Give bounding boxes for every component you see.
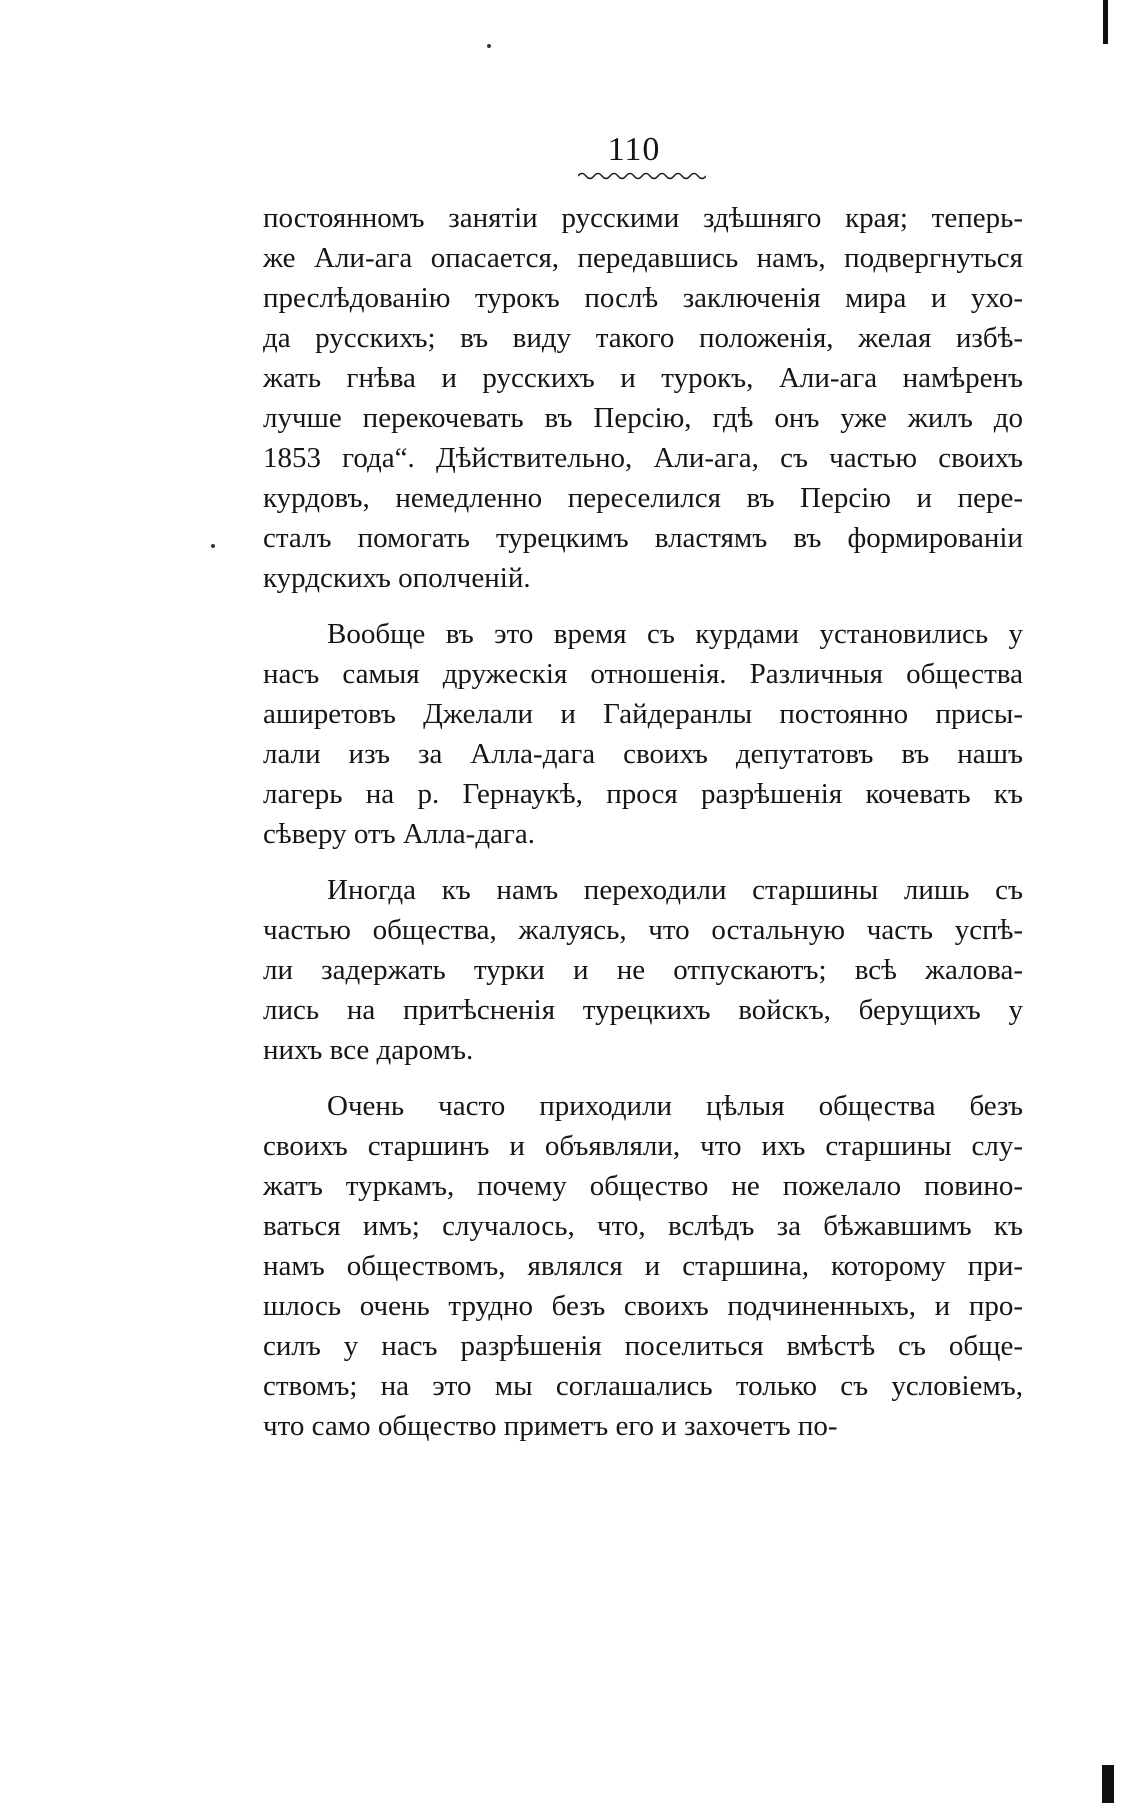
scan-edge-bottom <box>1102 1765 1114 1803</box>
text-line: ваться имъ; случалось, что, вслѣдъ за бѣжавшимъ къ <box>263 1210 1023 1242</box>
text-line: жатъ туркамъ, почему общество не пожелало повино- <box>263 1170 1023 1202</box>
text-line: ствомъ; на это мы соглашались только съ условіемъ, <box>263 1370 1023 1402</box>
text-line: преслѣдованію турокъ послѣ заключенія мира и ухо- <box>263 282 1023 314</box>
text-line: лучше перекочевать въ Персію, гдѣ онъ уже жилъ до <box>263 402 1023 434</box>
text-line: своихъ старшинъ и объявляли, что ихъ старшины слу- <box>263 1130 1023 1162</box>
text-line: намъ обществомъ, являлся и старшина, которому при- <box>263 1250 1023 1282</box>
text-line: 1853 года“. Дѣйствительно, Али-ага, съ частью своихъ <box>263 442 1023 474</box>
text-line: курдскихъ ополченій. <box>263 562 531 594</box>
text-line: ли задержать турки и не отпускаютъ; всѣ жалова- <box>263 954 1023 986</box>
scan-speck <box>487 44 491 48</box>
text-line: Иногда къ намъ переходили старшины лишь съ <box>327 874 1023 906</box>
page-number: 110 <box>607 131 661 168</box>
body-text <box>263 198 1023 1462</box>
paragraph <box>263 1086 1023 1446</box>
paragraph <box>263 614 1023 854</box>
text-line: частью общества, жалуясь, что остальную часть успѣ- <box>263 914 1023 946</box>
text-line: силъ у насъ разрѣшенія поселиться вмѣстѣ съ обще- <box>263 1330 1023 1362</box>
scan-speck <box>211 544 215 548</box>
text-line: жать гнѣва и русскихъ и турокъ, Али-ага намѣренъ <box>263 362 1023 394</box>
text-line: нихъ все даромъ. <box>263 1034 474 1066</box>
scan-edge-top <box>1103 0 1108 44</box>
text-line: Вообще въ это время съ курдами установились у <box>327 618 1023 650</box>
paragraph <box>263 870 1023 1070</box>
text-line: Очень часто приходили цѣлыя общества безъ <box>327 1090 1023 1122</box>
paragraph <box>263 198 1023 598</box>
text-line: лагерь на р. Гернаукѣ, прося разрѣшенія кочевать къ <box>263 778 1023 810</box>
text-line: постоянномъ занятіи русскими здѣшняго края; теперь- <box>263 202 1023 234</box>
text-line: сталъ помогать турецкимъ властямъ въ формированіи <box>263 522 1023 554</box>
text-line: аширетовъ Джелали и Гайдеранлы постоянно присы- <box>263 698 1023 730</box>
text-line: же Али-ага опасается, передавшись намъ, подвергнуться <box>263 242 1023 274</box>
text-line: сѣверу отъ Алла-дага. <box>263 818 535 850</box>
page-number-ornament <box>578 170 706 180</box>
text-line: лись на притѣсненія турецкихъ войскъ, берущихъ у <box>263 994 1023 1026</box>
text-line: что само общество приметъ его и захочетъ по- <box>263 1410 838 1442</box>
text-line: лали изъ за Алла-дага своихъ депутатовъ въ нашъ <box>263 738 1023 770</box>
text-line: шлось очень трудно безъ своихъ подчиненныхъ, и про- <box>263 1290 1023 1322</box>
text-line: насъ самыя дружескія отношенія. Различныя общества <box>263 658 1023 690</box>
text-line: курдовъ, немедленно переселился въ Персію и пере- <box>263 482 1023 514</box>
text-line: да русскихъ; въ виду такого положенія, желая избѣ- <box>263 322 1023 354</box>
